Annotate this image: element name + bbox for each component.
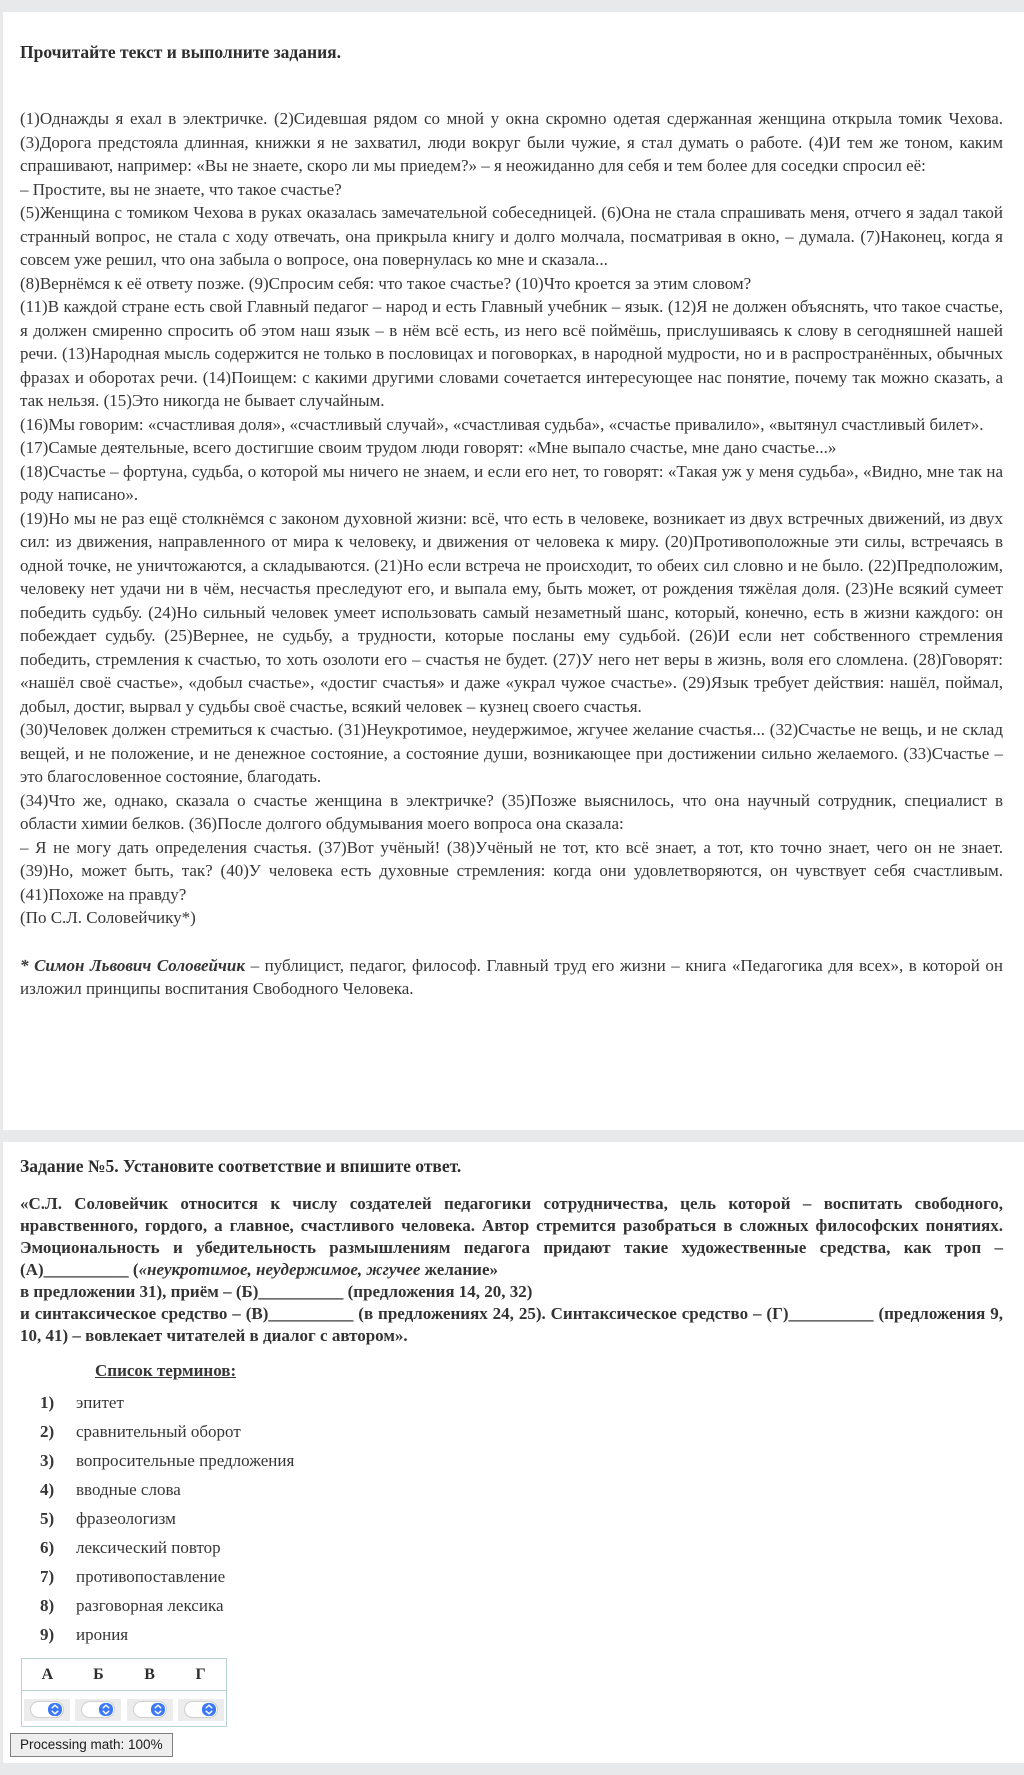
- footnote-author-name: * Симон Львович Соловейчик: [20, 955, 245, 975]
- attribution: (По С.Л. Соловейчику*): [20, 908, 196, 927]
- term-number: 1): [40, 1393, 55, 1412]
- text-paragraph: (18)Счастье – фортуна, судьба, о которой мы ничего не знаем, и если его нет, то говорят: «Такая уж у меня судьба», «Видно, мне так на роду написано».: [20, 461, 1003, 504]
- term-number: 5): [40, 1509, 55, 1528]
- term-item: [40, 1449, 1003, 1472]
- term-number: 4): [40, 1480, 55, 1499]
- term-item: [40, 1594, 1003, 1617]
- term-item: [40, 1507, 1003, 1530]
- text-paragraph: (5)Женщина с томиком Чехова в руках оказалась замечательной собеседницей. (6)Она не стала спрашивать меня, отчего я задал такой странный вопрос, не стала с ходу отвечать, она прикрыла книгу и долго молчала, посматривая в окно, – думала. (7)Наконец, когда я совсем уже решил, что она забыла о вопросе, она повернулась ко мне и сказала...: [20, 203, 1003, 269]
- source-text: [20, 107, 1003, 930]
- answer-select-g[interactable]: [184, 1701, 218, 1718]
- answer-header-g: Г: [175, 1659, 226, 1691]
- task-quote: [20, 1193, 1003, 1347]
- author-footnote: [20, 954, 1003, 1001]
- term-label: разговорная лексика: [76, 1596, 224, 1615]
- select-field-background: [127, 1699, 173, 1721]
- term-label: фразеологизм: [76, 1509, 176, 1528]
- quote-text-1: «С.Л. Соловейчик относится к числу создателей педагогики сотрудничества, цель которой – воспитать свободного, нравственного, гордого, а главное, счастливого человека. Автор стремится разобраться в сложных философских понятиях. Эмоциональность и убедительность размышлениям педагога придают такие художественные средства, как троп – (А)__________ (: [20, 1194, 1003, 1279]
- text-paragraph: – Я не могу дать определения счастья. (37)Вот учёный! (38)Учёный не тот, кто всё знает, а тот, кто точно знает, чего он не знает. (39)Но, может быть, так? (40)У человека есть духовные стремления: когда они удовлетворяются, он чувствует себя счастливым. (41)Похоже на правду?: [20, 837, 1003, 904]
- select-field-background: [178, 1699, 224, 1721]
- text-paragraph: – Простите, вы не знаете, что такое счастье?: [20, 179, 342, 199]
- term-item: [40, 1565, 1003, 1588]
- select-field-background: [75, 1699, 121, 1721]
- instructions-heading: Прочитайте текст и выполните задания.: [20, 42, 342, 62]
- text-paragraph: (11)В каждой стране есть свой Главный педагог – народ и есть Главный учебник – язык. (12)Я не должен объяснять, что такое счастье, я должен смиренно спросить об этом наш язык – в нём всё есть, из него всё поймёшь, прислушиваясь к слову в сегодняшней нашей речи. (13)Народная мысль содержится не только в пословицах и поговорках, в народной мудрости, но и в распространённых, обычных фразах и оборотах речи. (14)Поищем: с какими другими словами сочетается интересующее нас понятие, почему так можно сказать, а так нельзя. (15)Это никогда не бывает случайным.: [20, 297, 1003, 410]
- term-item: [40, 1623, 1003, 1646]
- answer-table: [21, 1658, 227, 1727]
- term-number: 8): [40, 1596, 55, 1615]
- stepper-up-down-icon: [48, 1703, 62, 1716]
- footnote-text: – публицист, педагог, философ. Главный труд его жизни – книга «Педагогика для всех», в которой он изложил принципы воспитания Свободного Человека.: [20, 955, 1003, 998]
- term-item: [40, 1536, 1003, 1559]
- answer-header-a: А: [22, 1659, 73, 1691]
- term-item: [40, 1478, 1003, 1501]
- answer-header-v: В: [124, 1659, 175, 1691]
- stepper-up-down-icon: [99, 1703, 113, 1716]
- answer-select-v[interactable]: [133, 1701, 167, 1718]
- text-paragraph: (17)Самые деятельные, всего достигшие своим трудом люди говорят: «Мне выпало счастье, мне дано счастье...»: [20, 438, 837, 457]
- term-number: 3): [40, 1451, 55, 1470]
- text-paragraph: (1)Однажды я ехал в электричке. (2)Сидевшая рядом со мной у окна скромно одетая сдержанная женщина открыла томик Чехова. (3)Дорога предстояла длинная, книжки я не захватил, люди вокруг были чужие, я стал думать о работе. (4)И тем же тоном, каким спрашивают, например: «Вы не знаете, скоро ли мы приедем?» – я неожиданно для себя и тем более для соседки спросил её:: [20, 109, 1003, 175]
- term-label: эпитет: [76, 1393, 124, 1412]
- quote-italic-citation: «неукротимое, неудержимое, жгучее: [138, 1260, 421, 1279]
- term-item: [40, 1420, 1003, 1443]
- text-paragraph: (16)Мы говорим: «счастливая доля», «счастливый случай», «счастливая судьба», «счастье привалило», «вытянул счастливый билет».: [20, 414, 984, 434]
- term-item: [40, 1391, 1003, 1414]
- answer-row: [22, 1691, 227, 1727]
- select-field-background: [24, 1699, 70, 1721]
- term-label: вопросительные предложения: [76, 1451, 295, 1470]
- task-panel: [3, 1142, 1024, 1763]
- text-paragraph: (8)Вернёмся к её ответу позже. (9)Спросим себя: что такое счастье? (10)Что кроется за этим словом?: [20, 273, 752, 293]
- quote-line-2: в предложении 31), приём – (Б)__________ (предложения 14, 20, 32): [20, 1282, 533, 1301]
- term-label: лексический повтор: [76, 1538, 221, 1557]
- term-number: 9): [40, 1625, 55, 1644]
- answer-select-a[interactable]: [30, 1701, 64, 1718]
- quote-line-3: и синтаксическое средство – (В)__________ (в предложениях 24, 25). Синтаксическое средство – (Г)__________ (предложения 9, 10, 41) – вовлекает читателей в диалог с автором».: [20, 1304, 1003, 1345]
- text-panel: [3, 12, 1024, 1130]
- answer-select-b[interactable]: [81, 1701, 115, 1718]
- answer-header-b: Б: [73, 1659, 124, 1691]
- term-label: вводные слова: [76, 1480, 181, 1499]
- term-number: 2): [40, 1422, 55, 1441]
- text-paragraph: (34)Что же, однако, сказала о счастье женщина в электричке? (35)Позже выяснилось, что она научный сотрудник, специалист в области химии белков. (36)После долгого обдумывания моего вопроса она сказала:: [20, 790, 1003, 833]
- text-paragraph: (19)Но мы не раз ещё столкнёмся с законом духовной жизни: всё, что есть в человеке, возникает из двух встречных движений, из двух сил: из движения, направленного от мира к человеку, и движения от человека к миру. (20)Противоположные эти силы, встречаясь в одной точке, не уничтожаются, а складываются. (21)Но если встреча не происходит, то обеих сил словно и не было. (22)Предположим, человеку нет удачи ни в чём, несчастья преследуют его, и выпала ему, быть может, от рождения тяжёлая доля. (23)Не всякий сумеет победить судьбу. (24)Но сильный человек умеет использовать самый незаметный шанс, который, конечно, есть в жизни каждого: он побеждает судьбу. (25)Вернее, не судьбу, а трудности, которые посланы ему судьбой. (26)И если нет собственного стремления победить, стремления к счастью, то хоть озолоти его – счастья не будет. (27)У него нет веры в жизнь, воля его сломлена. (28)Говорят: «нашёл своё счастье», «добыл счастье», «достиг счастья» и даже «украл чужое счастье». (29)Язык требует действия: нашёл, поймал, добыл, достиг, вырвал у судьбы своё счастье, всякий человек – кузнец своего счастья.: [20, 508, 1003, 716]
- term-label: противопоставление: [76, 1567, 226, 1586]
- stepper-up-down-icon: [151, 1703, 165, 1716]
- processing-status: Processing math: 100%: [10, 1733, 173, 1757]
- terms-list-title: Список терминов:: [95, 1361, 237, 1380]
- term-number: 6): [40, 1538, 55, 1557]
- quote-text-2: желание»: [420, 1260, 498, 1279]
- task-heading: Задание №5. Установите соответствие и впишите ответ.: [20, 1156, 462, 1176]
- text-paragraph: (30)Человек должен стремиться к счастью. (31)Неукротимое, неудержимое, жгучее желание счастья... (32)Счастье не вещь, и не склад вещей, и не положение, и не денежное состояние, а состояние души, возникающее при достижении сильно желаемого. (33)Счастье – это благословенное состояние, благодать.: [20, 720, 1003, 786]
- term-label: сравнительный оборот: [76, 1422, 241, 1441]
- stepper-up-down-icon: [202, 1703, 216, 1716]
- term-number: 7): [40, 1567, 55, 1586]
- exam-page: [0, 12, 1024, 1775]
- term-label: ирония: [76, 1625, 129, 1644]
- terms-list: [20, 1391, 1003, 1646]
